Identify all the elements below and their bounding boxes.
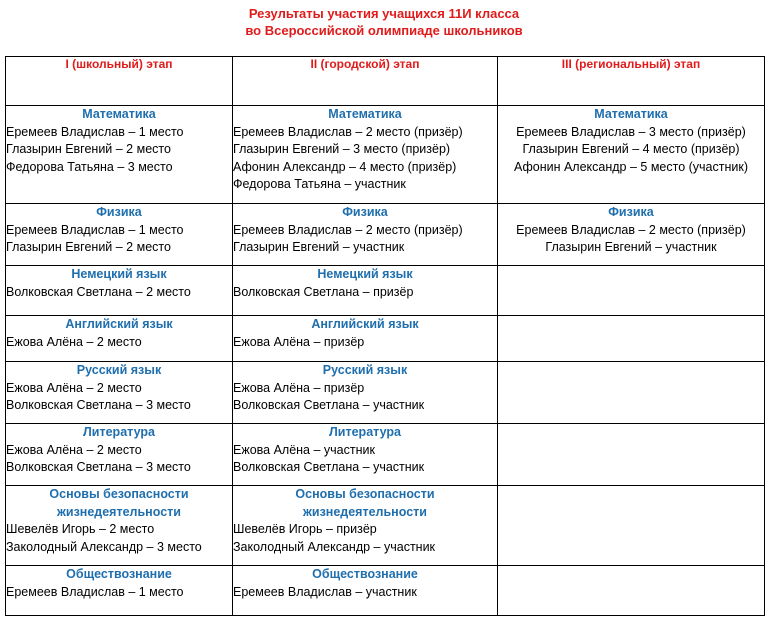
stage-header-3: III (региональный) этап (498, 57, 765, 106)
table-row (6, 566, 765, 616)
result-cell (498, 106, 765, 204)
subject-title: Обществознание (312, 567, 418, 581)
result-cell (6, 266, 233, 316)
subject-title: жизнедеятельности (303, 504, 427, 519)
subject-title: жизнедеятельности (57, 504, 181, 519)
subject-title: Русский язык (76, 363, 162, 377)
result-cell (233, 424, 498, 486)
result-entry: Еремеев Владислав – 2 место (призёр) (516, 222, 746, 237)
result-cell (233, 204, 498, 266)
subject-title: Физика (96, 205, 142, 219)
stage-header-1: I (школьный) этап (6, 57, 233, 106)
subject-title: Основы безопасности (295, 487, 435, 501)
result-cell (233, 566, 498, 616)
result-entry: Глазырин Евгений – 4 место (призёр) (522, 142, 740, 156)
result-cell (498, 204, 765, 266)
subject-title: Литература (329, 425, 401, 439)
result-cell (6, 204, 233, 266)
result-entry: Ежова Алёна – участник (233, 442, 375, 457)
subject-title: Английский язык (65, 317, 173, 331)
results-table (5, 56, 765, 616)
result-entry: Еремеев Владислав – 3 место (призёр) (516, 124, 746, 139)
subject-title: Математика (594, 107, 668, 121)
subject-title: Немецкий язык (317, 267, 413, 281)
subject-title: Немецкий язык (71, 267, 167, 281)
result-cell (498, 486, 765, 566)
result-cell (6, 424, 233, 486)
table-row (6, 362, 765, 424)
subject-title: Английский язык (311, 317, 419, 331)
result-cell (233, 362, 498, 424)
result-cell (498, 362, 765, 424)
result-entry: Еремеев Владислав – 1 место (6, 584, 184, 599)
result-entry: Волковская Светлана – 3 место (6, 398, 191, 412)
result-entry: Ежова Алёна – призёр (233, 334, 365, 349)
result-entry: Глазырин Евгений – участник (233, 240, 405, 254)
page-title (0, 5, 768, 39)
result-cell (233, 486, 498, 566)
results-body (6, 106, 765, 616)
result-entry: Волковская Светлана – участник (233, 460, 425, 474)
result-entry: Еремеев Владислав – 2 место (призёр) (233, 124, 463, 139)
page-title-line-1: Результаты участия учащихся 11И класса (248, 6, 520, 21)
result-cell (233, 316, 498, 362)
result-entry: Ежова Алёна – 2 место (6, 442, 142, 457)
result-entry: Волковская Светлана – 3 место (6, 460, 191, 474)
result-entry: Еремеев Владислав – 2 место (призёр) (233, 222, 463, 237)
table-row (6, 486, 765, 566)
subject-title: Обществознание (66, 567, 172, 581)
result-cell (498, 316, 765, 362)
result-entry: Глазырин Евгений – 2 место (6, 240, 171, 254)
stage-header-2: II (городской) этап (233, 57, 498, 106)
result-entry: Федорова Татьяна – 3 место (6, 159, 173, 174)
result-entry: Еремеев Владислав – участник (233, 584, 417, 599)
table-row (6, 106, 765, 204)
page-title-line-2: во Всероссийской олимпиаде школьников (245, 23, 523, 38)
result-entry: Волковская Светлана – 2 место (6, 284, 191, 299)
result-entry: Заколодный Александр – участник (233, 539, 436, 554)
result-entry: Ежова Алёна – 2 место (6, 380, 142, 395)
result-entry: Шевелёв Игорь – 2 место (6, 522, 155, 536)
result-entry: Шевелёв Игорь – призёр (233, 522, 377, 536)
result-cell (498, 424, 765, 486)
table-row (6, 424, 765, 486)
subject-title: Основы безопасности (49, 487, 189, 501)
result-cell (6, 486, 233, 566)
result-entry: Глазырин Евгений – 3 место (призёр) (233, 142, 451, 156)
result-cell (6, 362, 233, 424)
table-row (6, 204, 765, 266)
subject-title: Литература (83, 425, 155, 439)
subject-title: Математика (82, 107, 156, 121)
result-entry: Еремеев Владислав – 1 место (6, 222, 184, 237)
table-row (6, 316, 765, 362)
result-entry: Заколодный Александр – 3 место (6, 539, 202, 554)
result-entry: Волковская Светлана – призёр (233, 284, 414, 299)
result-cell (233, 106, 498, 204)
result-entry: Еремеев Владислав – 1 место (6, 124, 184, 139)
subject-title: Математика (328, 107, 402, 121)
result-cell (6, 106, 233, 204)
result-entry: Ежова Алёна – 2 место (6, 334, 142, 349)
subject-title: Физика (608, 205, 654, 219)
result-cell (6, 316, 233, 362)
result-cell (233, 266, 498, 316)
result-entry: Ежова Алёна – призёр (233, 380, 365, 395)
table-row (6, 266, 765, 316)
result-cell (498, 566, 765, 616)
result-cell (498, 266, 765, 316)
result-entry: Волковская Светлана – участник (233, 398, 425, 412)
result-entry: Афонин Александр – 4 место (призёр) (233, 159, 457, 174)
table-header-row (6, 57, 765, 106)
result-entry: Глазырин Евгений – 2 место (6, 142, 171, 156)
result-entry: Федорова Татьяна – участник (233, 177, 406, 191)
subject-title: Русский язык (322, 363, 408, 377)
result-cell (6, 566, 233, 616)
result-entry: Афонин Александр – 5 место (участник) (513, 159, 748, 174)
result-entry: Глазырин Евгений – участник (545, 240, 717, 254)
subject-title: Физика (342, 205, 388, 219)
